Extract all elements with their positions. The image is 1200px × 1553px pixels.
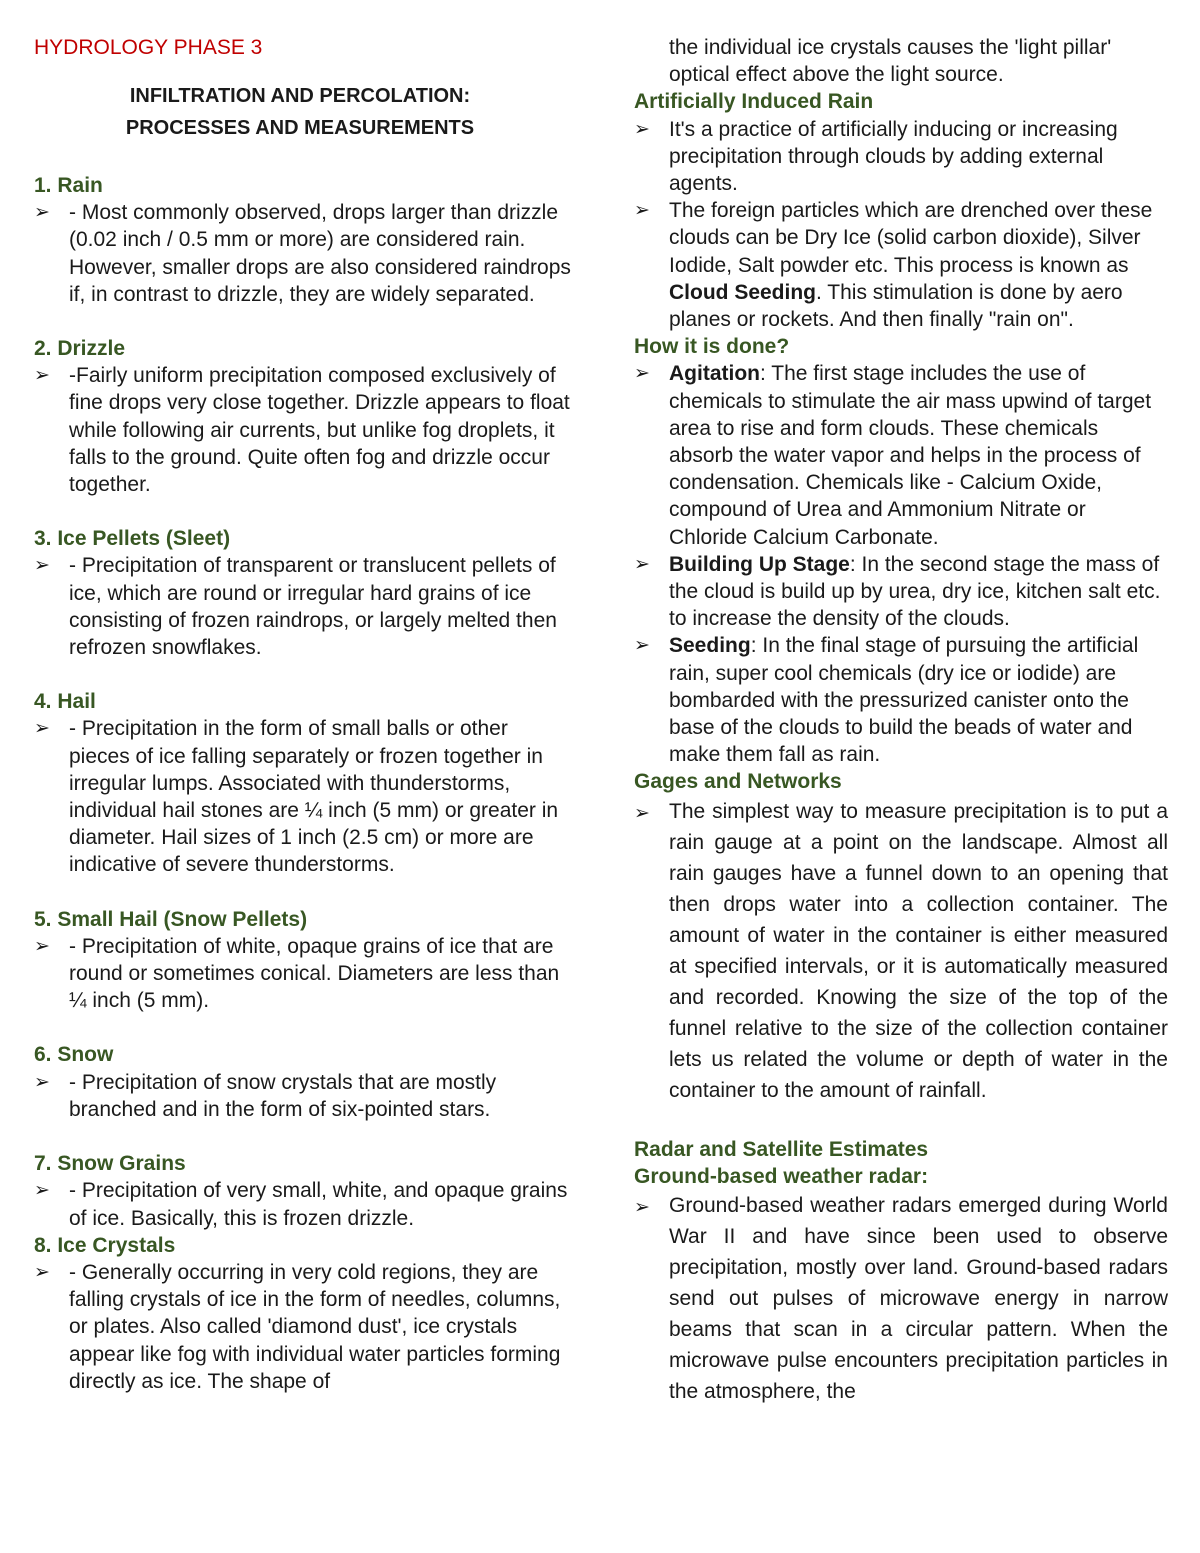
section-heading-ice-pellets: 3. Ice Pellets (Sleet) xyxy=(34,527,231,551)
subtitle-line-1: INFILTRATION AND PERCOLATION: xyxy=(129,85,471,107)
arrowhead-bullet-icon: ➢ xyxy=(34,718,50,740)
arrowhead-bullet-icon: ➢ xyxy=(634,118,650,140)
section-text-hail: ➢ - Precipitation in the form of small balls or other pieces of ice falling separately or frozen together in irregular lumps. Associated with thunderstorms, individual hail stones are ¼ inch (5 mm) or greater in diameter. Hail sizes of 1 inch (2.5 cm) or more are indicative of severe thunderstorms. xyxy=(34,717,559,877)
section-text-snow-grains: ➢ - Precipitation of very small, white, and opaque grains of ice. Basically, this is frozen drizzle. xyxy=(34,1179,568,1230)
continuation-text: the individual ice crystals causes the 'light pillar' optical effect above the light source. xyxy=(669,36,1112,87)
section-heading-snow-grains: 7. Snow Grains xyxy=(34,1152,186,1176)
arrowhead-bullet-icon: ➢ xyxy=(634,200,650,222)
subtitle-line-2: PROCESSES AND MEASUREMENTS xyxy=(125,117,475,139)
heading-how-it-is-done: How it is done? xyxy=(634,335,790,359)
bullet-gages: ➢ The simplest way to measure precipitation is to put a rain gauge at a point on the landscape. Almost all rain gauges have a funnel down to an opening that then drops water into a collection container. The amount of water in the container is either measured at specified intervals, or it is automatically measured and recorded. Knowing the size of the top of the funnel relative to the size of the collection container lets us related the volume or depth of water in the container to the amount of rainfall. xyxy=(634,799,1168,1102)
section-heading-rain: 1. Rain xyxy=(34,174,103,197)
arrowhead-bullet-icon: ➢ xyxy=(34,365,50,387)
section-heading-snow: 6. Snow xyxy=(34,1043,114,1067)
right-column xyxy=(634,34,1168,1407)
section-text-snow: ➢ - Precipitation of snow crystals that are mostly branched and in the form of six-pointed stars. xyxy=(34,1070,497,1121)
section-text-small-hail: ➢ - Precipitation of white, opaque grains of ice that are round or sometimes conical. Diameters are less than ¼ inch (5 mm). xyxy=(34,934,560,1013)
section-text-ice-pellets: ➢ - Precipitation of transparent or translucent pellets of ice, which are round or irregular hard grains of ice consisting of frozen raindrops, or largely melted then refrozen snowflakes. xyxy=(34,554,557,660)
section-heading-small-hail: 5. Small Hail (Snow Pellets) xyxy=(34,907,308,931)
arrowhead-bullet-icon: ➢ xyxy=(634,1197,650,1219)
bullet-building-up-stage: ➢ Building Up Stage: In the second stage the mass of the cloud is build up by urea, dry ice, kitchen salt etc. to increase the density of the clouds. xyxy=(634,552,1161,631)
arrowhead-bullet-icon: ➢ xyxy=(34,935,50,957)
arrowhead-bullet-icon: ➢ xyxy=(34,202,50,224)
bullet-radar: ➢ Ground-based weather radars emerged during World War II and have since been used to observe precipitation, mostly over land. Ground-based radars send out pulses of microwave energy in narrow beams that scan in a circular pattern. When the microwave pulse encounters precipitation particles in the atmosphere, the xyxy=(634,1194,1168,1404)
arrowhead-bullet-icon: ➢ xyxy=(634,363,650,385)
section-text-rain: ➢ - Most commonly observed, drops larger than drizzle (0.02 inch / 0.5 mm or more) are considered rain. However, smaller drops are also considered raindrops if, in contrast to drizzle, they are widely separated. xyxy=(34,201,571,306)
bullet-seeding: ➢ Seeding: In the final stage of pursuing the artificial rain, super cool chemicals (dry ice or iodide) are bombarded with the pressurized canister onto the base of the clouds to build the beads of water and make them fall as rain. xyxy=(634,634,1139,767)
bullet-agitation: ➢ Agitation: The first stage includes the use of chemicals to stimulate the air mass upwind of target area to rise and form clouds. These chemicals absorb the water vapor and helps in the process of condensation. Chemicals like - Calcium Oxide, compound of Urea and Ammonium Nitrate or Chloride Calcium Carbonate. xyxy=(634,362,1152,549)
arrowhead-bullet-icon: ➢ xyxy=(634,553,650,575)
document-title: HYDROLOGY PHASE 3 xyxy=(34,36,263,59)
heading-ground-based-radar: Ground-based weather radar: xyxy=(634,1164,929,1188)
document-subtitle xyxy=(34,80,566,144)
heading-radar-and-satellite: Radar and Satellite Estimates xyxy=(634,1137,929,1161)
arrowhead-bullet-icon: ➢ xyxy=(34,1180,50,1202)
left-column xyxy=(34,34,574,1395)
section-heading-ice-crystals: 8. Ice Crystals xyxy=(34,1233,176,1257)
section-text-drizzle: ➢ -Fairly uniform precipitation composed exclusively of fine drops very close together. Drizzle appears to float while following air currents, but unlike fog droplets, it falls to the ground. Quite often fog and drizzle occur together. xyxy=(34,364,570,497)
section-text-ice-crystals: ➢ - Generally occurring in very cold regions, they are falling crystals of ice in the form of needles, columns, or plates. Also called 'diamond dust', ice crystals appear like fog with individual water particles forming directly as ice. The shape of xyxy=(34,1260,561,1393)
heading-gages-and-networks: Gages and Networks xyxy=(634,770,842,794)
section-heading-drizzle: 2. Drizzle xyxy=(34,337,126,361)
arrowhead-bullet-icon: ➢ xyxy=(34,1071,50,1093)
bullet-artificial-rain-1: ➢ It's a practice of artificially inducing or increasing precipitation through clouds by adding external agents. xyxy=(634,117,1118,196)
building-up-stage-label: Building Up Stage xyxy=(669,552,850,576)
section-heading-hail: 4. Hail xyxy=(34,690,96,714)
heading-artificially-induced-rain: Artificially Induced Rain xyxy=(634,90,874,114)
seeding-label: Seeding xyxy=(669,634,751,658)
cloud-seeding-term: Cloud Seeding xyxy=(669,280,816,304)
arrowhead-bullet-icon: ➢ xyxy=(34,1261,50,1283)
arrowhead-bullet-icon: ➢ xyxy=(34,555,50,577)
agitation-label: Agitation xyxy=(669,362,760,386)
arrowhead-bullet-icon: ➢ xyxy=(634,635,650,657)
arrowhead-bullet-icon: ➢ xyxy=(634,802,650,824)
bullet-artificial-rain-2: ➢ The foreign particles which are drenched over these clouds can be Dry Ice (solid carbon dioxide), Silver Iodide, Salt powder etc. This process is known as Cloud Seeding. This stimulation is done by aero planes or rockets. And then finally "rain on". xyxy=(634,199,1153,332)
